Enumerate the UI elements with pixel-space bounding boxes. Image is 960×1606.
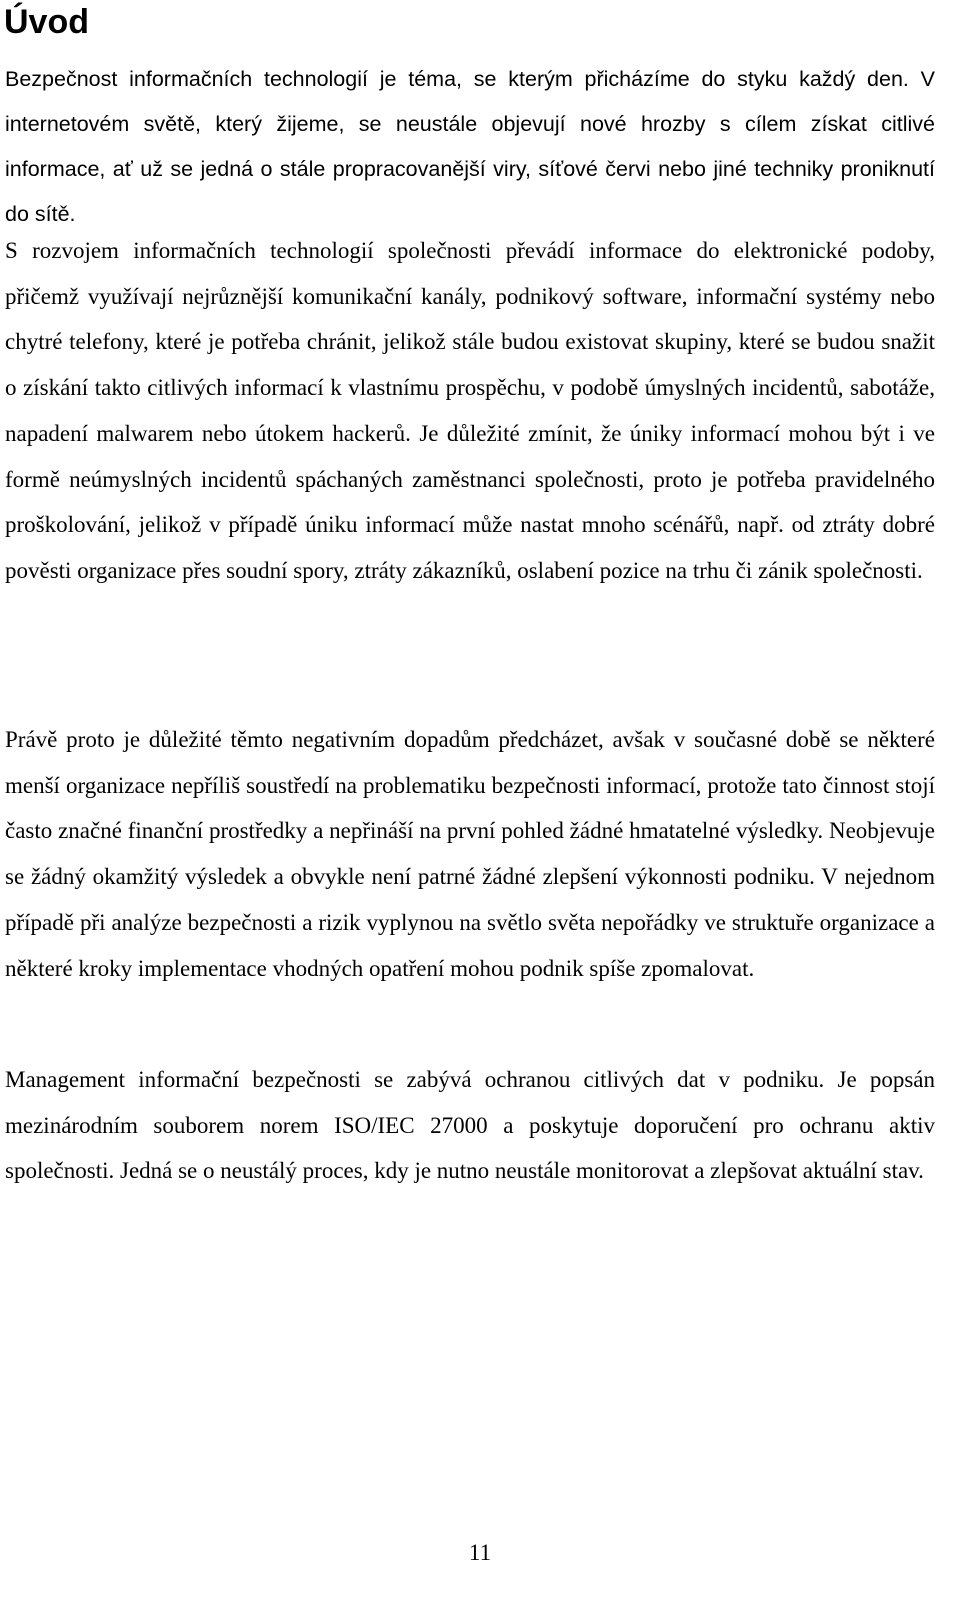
paragraph-digitization: S rozvojem informačních technologií společnosti převádí informace do elektronické podoby, přičemž využívají nejrůznější komunikační kanály, podnikový software, informační systémy nebo chytré telefony, které je potřeba chránit, jelikož stále budou existovat skupiny, které se budou snažit o získání takto citlivých informací k vlastnímu prospěchu, v podobě úmyslných incidentů, sabotáže, napadení malwarem nebo útokem hackerů. Je důležité zmínit, že úniky informací mohou být i ve formě neúmyslných incidentů spáchaných zaměstnanci společnosti, proto je potřeba pravidelného proškolování, jelikož v případě úniku informací může nastat mnoho scénářů, např. od ztráty dobré pověsti organizace přes soudní spory, ztráty zákazníků, oslabení pozice na trhu či zánik společnosti.: [5, 238, 935, 583]
paragraph-prevention: Právě proto je důležité těmto negativním dopadům předcházet, avšak v současné době se některé menší organizace nepříliš soustředí na problematiku bezpečnosti informací, protože tato činnost stojí často značné finanční prostředky a nepřináší na první pohled žádné hmatatelné výsledky. Neobjevuje se žádný okamžitý výsledek a obvykle není patrné žádné zlepšení výkonnosti podniku. V nejednom případě při analýze bezpečnosti a rizik vyplynou na světlo světa nepořádky ve struktuře organizace a některé kroky implementace vhodných opatření mohou podnik spíše zpomalovat.: [5, 727, 935, 981]
paragraph-intro: Bezpečnost informačních technologií je téma, se kterým přicházíme do styku každý den. V internetovém světě, který žijeme, se neustále objevují nové hrozby s cílem získat citlivé informace, ať už se jedná o stále propracovanější viry, síťové červi nebo jiné techniky proniknutí do sítě.: [5, 67, 935, 226]
section-heading: Úvod: [4, 3, 89, 41]
page-number: 11: [468, 1540, 492, 1565]
paragraph-management: Management informační bezpečnosti se zabývá ochranou citlivých dat v podniku. Je popsán mezinárodním souborem norem ISO/IEC 27000 a poskytuje doporučení pro ochranu aktiv společnosti. Jedná se o neustálý proces, kdy je nutno neustále monitorovat a zlepšovat aktuální stav.: [5, 1067, 935, 1184]
